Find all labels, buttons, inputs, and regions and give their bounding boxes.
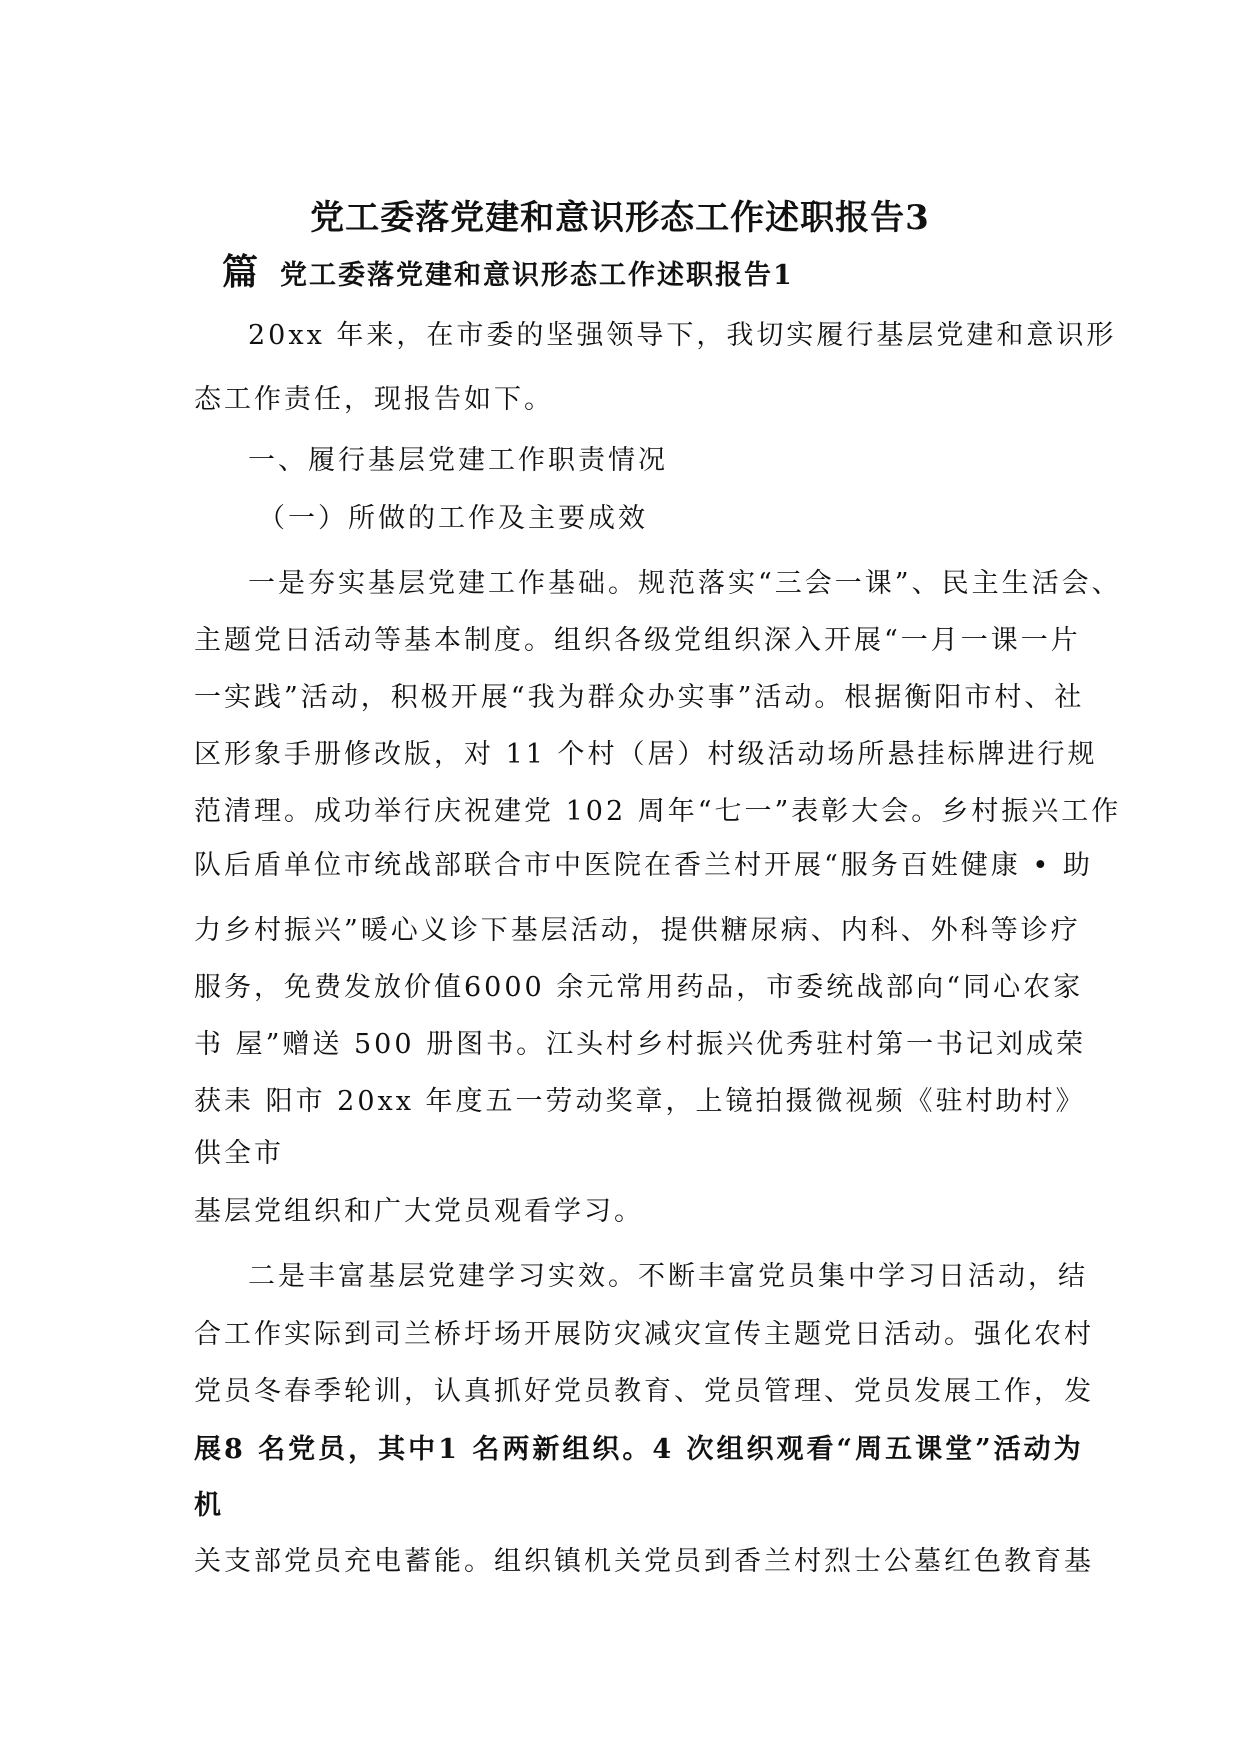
paragraph-line: 态工作责任，现报告如下。 bbox=[194, 384, 554, 415]
paragraph-line: 20xx 年来，在市委的坚强领导下，我切实履行基层党建和意识形 bbox=[248, 320, 1117, 351]
section-heading: 一、履行基层党建工作职责情况 bbox=[248, 445, 668, 476]
paragraph-line: 党员冬春季轮训，认真抓好党员教育、党员管理、党员发展工作，发 bbox=[194, 1376, 1094, 1407]
paragraph-line: 合工作实际到司兰桥圩场开展防灾减灾宣传主题党日活动。强化农村 bbox=[194, 1319, 1094, 1350]
subtitle-text: 党工委落党建和意识形态工作述职报告1 bbox=[280, 260, 794, 291]
paragraph-line: 关支部党员充电蓄能。组织镇机关党员到香兰村烈士公墓红色教育基 bbox=[194, 1546, 1094, 1577]
document-subtitle bbox=[222, 244, 794, 295]
paragraph-line: 队后盾单位市统战部联合市中医院在香兰村开展“服务百姓健康 • 助 bbox=[194, 850, 1093, 881]
paragraph-line-bold: 展8 名党员，其中1 名两新组织。4 次组织观看“周五课堂”活动为 bbox=[194, 1434, 1084, 1465]
paragraph-line: 范清理。成功举行庆祝建党 102 周年“七一”表彰大会。乡村振兴工作 bbox=[194, 796, 1122, 827]
paragraph-line: 服务，免费发放价值6000 余元常用药品，市委统战部向“同心农家 bbox=[194, 972, 1084, 1003]
paragraph-line: 一是夯实基层党建工作基础。规范落实“三会一课”、民主生活会、 bbox=[248, 568, 1122, 599]
subtitle-prefix: 篇 bbox=[222, 251, 259, 293]
paragraph-line: 一实践”活动，积极开展“我为群众办实事”活动。根据衡阳市村、社 bbox=[194, 682, 1085, 713]
paragraph-line-bold: 机 bbox=[194, 1490, 224, 1521]
paragraph-line: 获耒 阳市 20xx 年度五一劳动奖章，上镜拍摄微视频《驻村助村》 bbox=[194, 1086, 1086, 1117]
paragraph-line: 书 屋”赠送 500 册图书。江头村乡村振兴优秀驻村第一书记刘成荣 bbox=[194, 1029, 1087, 1060]
paragraph-line: 区形象手册修改版，对 11 个村（居）村级活动场所悬挂标牌进行规 bbox=[194, 739, 1098, 770]
subsection-heading: （一）所做的工作及主要成效 bbox=[258, 503, 648, 534]
paragraph-line: 二是丰富基层党建学习实效。不断丰富党员集中学习日活动，结 bbox=[248, 1261, 1088, 1292]
paragraph-line: 基层党组织和广大党员观看学习。 bbox=[194, 1196, 644, 1227]
paragraph-line: 供全市 bbox=[194, 1138, 284, 1169]
paragraph-line: 力乡村振兴”暖心义诊下基层活动，提供糖尿病、内科、外科等诊疗 bbox=[194, 915, 1081, 946]
paragraph-line: 主题党日活动等基本制度。组织各级党组织深入开展“一月一课一片 bbox=[194, 625, 1081, 656]
document-title: 党工委落党建和意识形态工作述职报告3 bbox=[310, 198, 930, 238]
